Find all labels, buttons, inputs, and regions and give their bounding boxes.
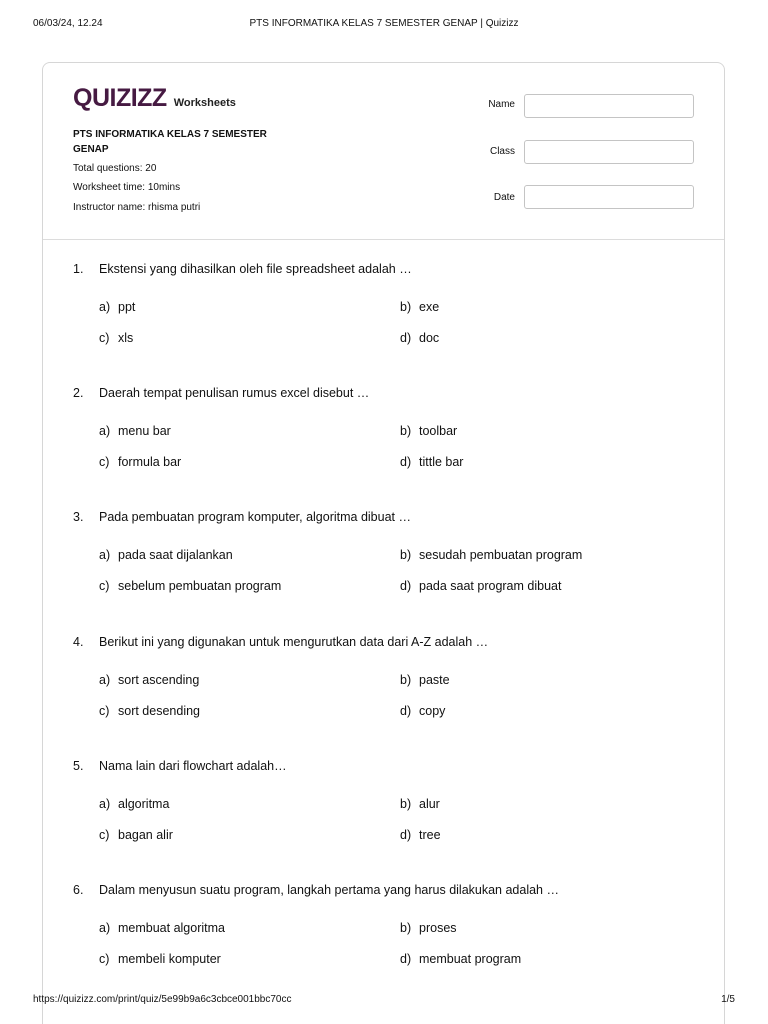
name-label: Name [488, 99, 515, 110]
option-letter: c) [99, 703, 110, 718]
option-text: pada saat program dibuat [419, 579, 562, 594]
answer-option[interactable] [99, 673, 199, 687]
option-text: membeli komputer [118, 952, 221, 966]
option-letter: c) [99, 827, 110, 842]
option-text: algoritma [118, 796, 170, 811]
answer-option[interactable] [400, 548, 582, 562]
answer-option[interactable] [400, 828, 441, 842]
question-line [73, 635, 693, 653]
answer-option[interactable] [99, 548, 233, 562]
option-text: sort ascending [118, 672, 200, 687]
answer-option[interactable] [400, 921, 457, 935]
print-footer [33, 994, 735, 1008]
question-text: Ekstensi yang dihasilkan oleh file spreadsheet adalah … [99, 262, 412, 276]
question-text: Nama lain dari flowchart adalah… [99, 758, 287, 773]
print-page-number: 1/5 [721, 994, 735, 1005]
option-text: exe [419, 300, 440, 314]
option-letter: c) [99, 579, 110, 594]
option-letter: a) [99, 921, 111, 935]
option-text: toolbar [419, 424, 458, 439]
option-letter: d) [400, 827, 412, 842]
question-number: 2. [73, 386, 84, 401]
option-letter: d) [400, 703, 412, 718]
option-letter: b) [400, 300, 412, 314]
option-letter: b) [400, 672, 412, 687]
answer-option[interactable] [99, 704, 200, 718]
option-text: tittle bar [419, 455, 464, 470]
option-text: paste [419, 672, 450, 687]
option-text: alur [419, 796, 440, 811]
answer-option[interactable] [400, 300, 439, 314]
question-number: 6. [73, 883, 84, 897]
option-letter: c) [99, 952, 110, 966]
question-text: Daerah tempat penulisan rumus excel disebut … [99, 386, 370, 401]
option-text: menu bar [118, 424, 171, 439]
question-number: 4. [73, 634, 84, 649]
worksheet-header [43, 63, 724, 240]
option-text: xls [118, 331, 134, 345]
print-datetime: 06/03/24, 12.24 [33, 18, 103, 29]
question-line [73, 759, 693, 777]
option-letter: d) [400, 952, 412, 966]
option-letter: c) [99, 455, 110, 470]
option-text: bagan alir [118, 827, 173, 842]
option-text: doc [419, 331, 440, 345]
answer-option[interactable] [400, 704, 445, 718]
print-page-title: PTS INFORMATIKA KELAS 7 SEMESTER GENAP | Quizizz [249, 18, 519, 29]
answer-option[interactable] [400, 455, 463, 469]
question-line [73, 262, 693, 280]
answer-option[interactable] [99, 455, 181, 469]
question-line [73, 386, 693, 404]
question-text: Berikut ini yang digunakan untuk mengurutkan data dari A-Z adalah … [99, 634, 489, 649]
question-text: Pada pembuatan program komputer, algoritma dibuat … [99, 510, 411, 525]
question-item [73, 386, 693, 470]
answer-option[interactable] [400, 797, 440, 811]
answer-option[interactable] [99, 331, 133, 345]
option-letter: c) [99, 331, 110, 345]
question-item [73, 883, 693, 966]
question-item [73, 634, 693, 718]
question-line [73, 883, 693, 901]
answer-option[interactable] [99, 952, 221, 966]
class-field[interactable] [524, 140, 694, 164]
option-letter: a) [99, 548, 111, 563]
worksheet-card [42, 62, 725, 1024]
answer-option[interactable] [99, 579, 281, 593]
quiz-title: PTS INFORMATIKA KELAS 7 SEMESTER GENAP [73, 129, 267, 155]
print-header [33, 18, 735, 32]
question-line [73, 510, 693, 528]
option-letter: a) [99, 300, 111, 314]
question-item [73, 510, 693, 594]
option-text: pada saat dijalankan [118, 548, 233, 563]
option-text: ppt [118, 300, 136, 314]
answer-option[interactable] [400, 331, 439, 345]
option-letter: d) [400, 331, 412, 345]
option-letter: d) [400, 579, 412, 594]
total-questions: Total questions: 20 [73, 163, 157, 174]
answer-option[interactable] [400, 952, 521, 966]
date-label: Date [493, 192, 515, 203]
option-text: sesudah pembuatan program [419, 548, 583, 563]
instructor-name: Instructor name: rhisma putri [73, 202, 201, 213]
class-label: Class [489, 146, 515, 157]
question-number: 3. [73, 510, 84, 525]
worksheets-label: Worksheets [173, 97, 236, 109]
option-letter: b) [400, 796, 412, 811]
option-text: tree [419, 827, 441, 842]
option-text: sebelum pembuatan program [118, 579, 282, 594]
option-text: proses [419, 921, 457, 935]
quizizz-logo: QUIZIZZ [73, 84, 167, 112]
question-item [73, 262, 693, 345]
answer-option[interactable] [99, 300, 135, 314]
answer-option[interactable] [99, 828, 173, 842]
brand [73, 83, 236, 113]
print-url: https://quizizz.com/print/quiz/5e99b9a6c3cbce001bbc70cc [33, 994, 292, 1005]
option-text: formula bar [118, 455, 182, 470]
question-item [73, 758, 693, 842]
worksheet-time: Worksheet time: 10mins [73, 182, 181, 193]
question-number: 5. [73, 758, 84, 773]
option-text: sort desending [118, 703, 201, 718]
answer-option[interactable] [99, 797, 169, 811]
option-letter: b) [400, 921, 412, 935]
option-text: membuat program [419, 952, 522, 966]
option-letter: a) [99, 672, 111, 687]
date-field[interactable] [524, 185, 694, 209]
answer-option[interactable] [400, 424, 457, 438]
option-text: membuat algoritma [118, 921, 225, 935]
question-number: 1. [73, 262, 84, 276]
answer-option[interactable] [99, 921, 225, 935]
answer-option[interactable] [99, 424, 171, 438]
option-letter: b) [400, 548, 412, 563]
option-letter: d) [400, 455, 412, 470]
answer-option[interactable] [400, 673, 450, 687]
option-letter: b) [400, 424, 412, 439]
option-text: copy [419, 703, 446, 718]
option-letter: a) [99, 796, 111, 811]
option-letter: a) [99, 424, 111, 439]
answer-option[interactable] [400, 579, 561, 593]
question-text: Dalam menyusun suatu program, langkah pertama yang harus dilakukan adalah … [99, 883, 559, 897]
name-field[interactable] [524, 94, 694, 118]
